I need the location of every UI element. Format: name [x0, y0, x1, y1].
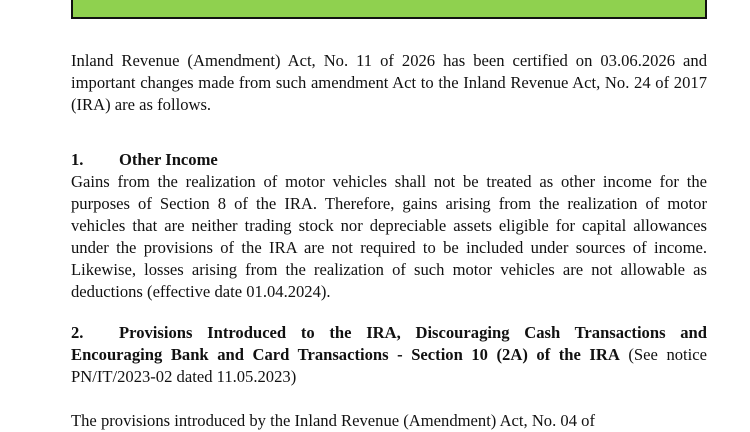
section-2-number-wrap	[71, 323, 119, 342]
document-body	[71, 50, 707, 432]
section-1-number: 1.	[71, 150, 84, 169]
section-2	[71, 322, 707, 432]
section-1	[71, 149, 707, 303]
section-2-notice-reference: (See notice PN/IT/2023-02 dated 11.05.2023)	[71, 345, 707, 386]
section-2-number: 2.	[71, 323, 84, 342]
section-2-title: Provisions Introduced to the IRA, Discouraging Cash Transactions and Encouraging Bank and Card Transactions - Section 10 (2A) of the IRA	[71, 323, 707, 364]
section-1-title: Other Income	[119, 150, 218, 169]
section-1-body: Gains from the realization of motor vehicles shall not be treated as other income for the purposes of Section 8 of the IRA. Therefore, gains arising from the realization of motor vehicles that are neither trading stock nor depreciable assets eligible for capital allowances under the provisions of the IRA are not required to be included under sources of income. Likewise, losses arising from the realization of such motor vehicles are not allowable as deductions (effective date 01.04.2024).	[71, 172, 707, 301]
green-header-banner	[71, 0, 707, 19]
section-1-heading	[71, 149, 707, 171]
section-2-spacer	[71, 388, 707, 410]
section-2-body-start: The provisions introduced by the Inland Revenue (Amendment) Act, No. 04 of	[71, 411, 595, 430]
section-2-heading	[71, 322, 707, 388]
intro-paragraph: Inland Revenue (Amendment) Act, No. 11 of 2026 has been certified on 03.06.2026 and important changes made from such amendment Act to the Inland Revenue Act, No. 24 of 2017 (IRA) are as follows.	[71, 51, 707, 114]
